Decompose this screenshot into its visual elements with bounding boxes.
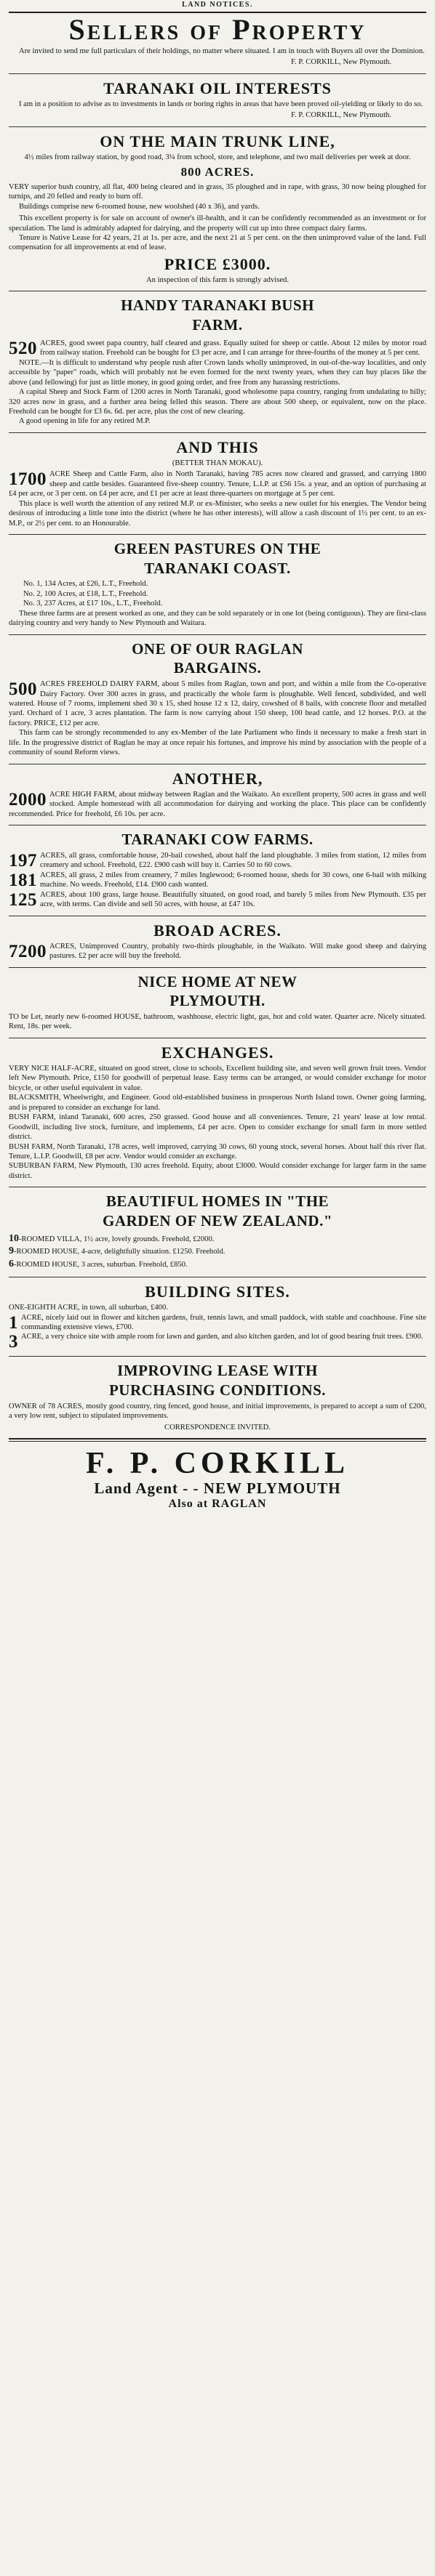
acreage-number: 1	[9, 1312, 18, 1333]
trunk-paragraph: VERY superior bush country, all flat, 400 being cleared and in grass, 35 ploughed and in rape, with grass, 30 now being ploughed for turnips, and 20 felled and ready to burn off.	[9, 182, 426, 201]
double-rule	[9, 1438, 426, 1442]
acreage-number: 520	[9, 338, 37, 358]
listing-text: -ROOMED VILLA, 1½ acre, lovely grounds. Freehold, £2000.	[19, 1235, 215, 1243]
list-item: BUSH FARM, North Taranaki, 178 acres, well improved, carrying 30 cows, 60 young stock, several horses. About half this river flat. Tenure, L.I.P. Goodwill, £8 per acre. Vendor would consider an exchange.	[9, 1142, 426, 1160]
list-item: No. 2, 100 Acres, at £18, L.T., Freehold.	[23, 589, 148, 598]
acreage-number: 197	[9, 850, 37, 871]
intro-text: Are invited to send me full particulars of their holdings, no matter where situated. I am in touch with Buyers all over the Dominion.	[19, 47, 425, 55]
cow-farm-text: ACRES, about 100 grass, large house. Beautifully situated, on good road, and barely 5 miles from New Plymouth. £35 per acre, with terms. Can divide and sell 50 acres, with house, at £47 10s.	[40, 890, 426, 909]
section-label: LAND NOTICES.	[182, 1, 253, 9]
green-heading: TARANAKI COAST.	[144, 559, 291, 577]
sites-heading: BUILDING SITES.	[145, 1282, 290, 1301]
divider	[9, 432, 426, 433]
handy-paragraph: ACRES, good sweet papa country, half cleared and grass. Equally suited for sheep or cattle. About 12 miles by motor road from railway station. Freehold can be bought for £3 per acre, and I can arrange for three-fourths of the money at 5 per cent.	[40, 339, 426, 358]
raglan-heading: ONE OF OUR RAGLAN	[132, 639, 303, 658]
agent-location: Land Agent - - NEW PLYMOUTH	[94, 1479, 341, 1498]
raglan-heading: BARGAINS.	[173, 659, 262, 677]
acreage-number: 2000	[9, 789, 47, 809]
acreage-number: 181	[9, 870, 37, 890]
list-item: No. 1, 134 Acres, at £26, L.T., Freehold.	[23, 580, 148, 589]
improving-heading: PURCHASING CONDITIONS.	[108, 1381, 327, 1400]
improving-paragraph: OWNER of 78 ACRES, mostly good country, ring fenced, good house, and initial improvements, is prepared to accept a sum of £200, a very low rent, subject to stipulated improvements.	[9, 1402, 426, 1421]
acreage-number: 125	[9, 889, 37, 910]
divider	[9, 967, 426, 968]
agent-branch: Also at RAGLAN	[168, 1498, 267, 1511]
acreage-number: 3	[9, 1332, 18, 1352]
another-paragraph: ACRE HIGH FARM, about midway between Raglan and the Waikato. An excellent property, 500 acres in grass and well stocked. Ample homestead with all accommodation for dairying and working the place. This place can be confidently recommended. Price for freehold, £6 10s. per acre.	[9, 790, 426, 818]
list-item	[9, 1332, 426, 1352]
handy-listing	[9, 339, 426, 358]
nicehome-heading: NICE HOME AT NEW	[137, 972, 298, 990]
acreage-number: 500	[9, 679, 37, 700]
list-item: BLACKSMITH, Wheelwright, and Engineer. Good old-established business in prosperous North Island town. Owner going farming, and is prepared to consider an exchange for land.	[9, 1094, 426, 1112]
green-paragraph: These three farms are at present worked as one, and they can be sold separately or in one lot (being contiguous). They are first-class dairying country and very handy to New Plymouth and Waitara.	[9, 609, 426, 628]
list-item: ONE-EIGHTH ACRE, in town, all suburban, £400.	[9, 1304, 168, 1312]
list-item	[9, 871, 426, 890]
trunk-heading: ON THE MAIN TRUNK LINE,	[100, 132, 335, 150]
list-item: VERY NICE HALF-ACRE, situated on good street, close to schools, Excellent building site, and seven well grown fruit trees. Vendor left New Plymouth. Price, £150 for goodwill of perpetual lease. Easy terms can be arranged, or would consider exchange for motor bicycle, or other useful equivalent in value.	[9, 1064, 426, 1092]
beautiful-heading: BEAUTIFUL HOMES IN "THE	[105, 1192, 330, 1211]
room-count: 10	[9, 1232, 19, 1244]
handy-paragraph: A good opening in life for any retired M.P.	[19, 417, 151, 426]
list-item	[9, 890, 426, 910]
trunk-note: An inspection of this farm is strongly advised.	[146, 275, 289, 284]
list-item	[9, 1245, 426, 1258]
list-item: SUBURBAN FARM, New Plymouth, 130 acres freehold. Equity, about £3000. Would consider exchange for larger farm in the same district.	[9, 1162, 426, 1180]
another-heading: ANOTHER,	[172, 769, 263, 788]
broad-heading: BROAD ACRES.	[153, 921, 282, 940]
trunk-acres: 800 ACRES.	[180, 165, 255, 179]
cow-farm-text: ACRES, all grass, 2 miles from creamery, 7 miles Inglewood; 6-roomed house, sheds for 30 cows, one 6-bail with milking machine. No weeds. Freehold, £14. £900 cash wanted.	[40, 871, 426, 889]
andthis-paragraph: ACRE Sheep and Cattle Farm, also in North Taranaki, having 785 acres now cleared and grassed, and carrying 1800 sheep and cattle besides. Guaranteed five-sheep country. Tenure, L.I.P. at £56 15s. a year, and an option of purchasing at £4 per acre, or 3 per cent. on £4 per acre, and £1 per acre at least three-quarters on mortgage at 5 per cent.	[9, 470, 426, 498]
list-item	[9, 1258, 426, 1271]
handy-heading: FARM.	[192, 316, 243, 334]
trunk-subheading: 4½ miles from railway station, by good road, 3¼ from school, store, and telephone, and two mail deliveries per week at door.	[24, 153, 411, 161]
list-item	[9, 1313, 426, 1333]
correspondence-note: CORRESPONDENCE INVITED.	[164, 1423, 271, 1432]
improving-heading: IMPROVING LEASE WITH	[117, 1362, 318, 1380]
oil-signature: F. P. CORKILL, New Plymouth.	[290, 111, 391, 120]
another-listing	[9, 790, 426, 819]
broad-listing	[9, 942, 426, 961]
divider	[9, 1356, 426, 1357]
exchanges-heading: EXCHANGES.	[161, 1043, 274, 1062]
raglan-listing	[9, 679, 426, 728]
oil-heading: TARANAKI OIL INTERESTS	[103, 78, 332, 97]
green-lot-list	[9, 579, 426, 608]
divider	[9, 126, 426, 127]
andthis-heading: AND THIS	[176, 437, 259, 456]
handy-paragraph: A capital Sheep and Stock Farm of 1200 acres in North Taranaki, good wholesome papa country, ranging from undulating to hilly; 320 acres now in grass, and a further area being felled this season. There are about 500 sheep, or equivalent, now on the place. Freehold can be bought for £3 6s. 6d. per acre, plus the cost of new clearing.	[9, 388, 426, 416]
handy-heading: HANDY TARANAKI BUSH	[121, 296, 314, 315]
handy-paragraph: NOTE.—It is difficult to understand why people rush after Crown lands wholly unimproved, in out-of-the-way localities, and only accessible by "paper" roads, which will probably not be even formed for the next twenty years, when they can buy places like the above (and fellowing) for just as little money, in good going order, and free from any harassing restrictions.	[9, 358, 426, 387]
acreage-number: 1700	[9, 469, 47, 490]
listing-text: -ROOMED HOUSE, 3 acres, suburban. Freehold, £850.	[14, 1261, 188, 1269]
trunk-paragraph: Buildings comprise new 6-roomed house, new woolshed (40 x 36), and yards.	[19, 202, 260, 211]
room-count: 9	[9, 1245, 14, 1257]
room-count: 6	[9, 1259, 14, 1270]
broad-paragraph: ACRES, Unimproved Country, probably two-thirds ploughable, in the Waikato. Will make good sheep and dairying pastures. £2 per acre will buy the freehold.	[49, 942, 426, 961]
main-headline: Sellers of Property	[68, 12, 367, 46]
andthis-listing	[9, 469, 426, 498]
agent-name: F. P. CORKILL	[86, 1447, 349, 1481]
cow-farm-text: ACRES, all grass, comfortable house, 20-bail cowshed, about half the land ploughable. 3 miles from station, 12 miles from creamery and school. Freehold, £22. £900 cash will buy it. Carries 50 to 60 cows.	[40, 851, 426, 870]
trunk-paragraph: Tenure is Native Lease for 42 years, 21 at 1s. per acre, and the next 21 at 5 per cent. on the then unimproved value of the land. Full compensation for all improvements at end of lease.	[9, 233, 426, 252]
list-item	[9, 1232, 426, 1245]
acreage-number: 7200	[9, 941, 47, 961]
site-text: ACRE, nicely laid out in flower and kitchen gardens, fruit, tennis lawn, and small paddock, with stable and coachhouse. Fine site commanding extensive views, £700.	[21, 1313, 426, 1331]
nicehome-heading: PLYMOUTH.	[169, 992, 266, 1010]
list-item: BUSH FARM, inland Taranaki, 600 acres, 250 grassed. Good house and all conveniences. Tenure, 21 years' lease at low rental. Goodwill, including live stock, furniture, and implements, £4 per acre. Open to consider exchange for small farm in more settled district.	[9, 1113, 426, 1142]
divider	[9, 634, 426, 635]
listing-text: -ROOMED HOUSE, 4-acre, delightfully situation. £1250. Freehold.	[14, 1248, 226, 1256]
cow-heading: TARANAKI COW FARMS.	[121, 831, 314, 849]
green-heading: GREEN PASTURES ON THE	[113, 540, 322, 558]
nicehome-paragraph: TO be Let, nearly new 6-roomed HOUSE, bathroom, washhouse, electric light, gas, hot and cold water. Quarter acre. Nicely situated. Rent, 18s. per week.	[9, 1012, 426, 1031]
list-item	[9, 851, 426, 871]
list-item: No. 3, 237 Acres, at £17 10s., L.T., Freehold.	[23, 599, 163, 608]
raglan-paragraph: ACRES FREEHOLD DAIRY FARM, about 5 miles from Raglan, town and port, and within a mile from the Co-operative Dairy Factory. Over 300 acres in grass, and practically the whole farm is ploughable. Well fenced, subdivided, and well watered. House of 7 rooms, implement shed 30 x 15, shed house 12 x 12, dairy, cowshed of 8 bails, with concrete floor and metalled yard. Orchard of 1 acre, 3 acres plantation. The farm is now carrying about 150 sheep, 100 head cattle, and 12 horses. P.O. at the factory. PRICE, £12 per acre.	[9, 680, 426, 727]
andthis-paragraph: This place is well worth the attention of any retired M.P. or ex-Minister, who seeks a new outlet for his energies. The Vendor being desirous of introducing a little tone into the district (where he has other interests), will allow a cash discount of 1½ per cent. to an ex-M.P., or 2½ per cent. to an Honourable.	[9, 499, 426, 528]
oil-text: I am in a position to advise as to investments in lands or boring rights in areas that have been proved oil-yielding or likely to do so.	[19, 100, 423, 108]
divider	[9, 73, 426, 74]
trunk-paragraph: This excellent property is for sale on account of owner's ill-health, and it can be confidently recommended as an investment or for speculation. The land is admirably adapted for dairying, and the property will cut up into three compact dairy farms.	[9, 214, 426, 233]
raglan-paragraph: This farm can be strongly recommended to any ex-Member of the late Parliament who finds it necessary to make a fresh start in life. In the progressive district of Raglan he may at once repair his fortunes, and improve his mind by association with the people of a community of sound Reform views.	[9, 729, 426, 757]
andthis-subheading: (BETTER THAN MOKAU).	[172, 459, 263, 467]
site-text: ACRE, a very choice site with ample room for lawn and garden, and also kitchen garden, and lot of good bearing fruit trees. £900.	[21, 1333, 423, 1341]
intro-signature: F. P. CORKILL, New Plymouth.	[290, 58, 391, 67]
divider	[9, 534, 426, 535]
trunk-price: PRICE £3000.	[164, 254, 271, 273]
beautiful-heading: GARDEN OF NEW ZEALAND."	[102, 1212, 333, 1230]
